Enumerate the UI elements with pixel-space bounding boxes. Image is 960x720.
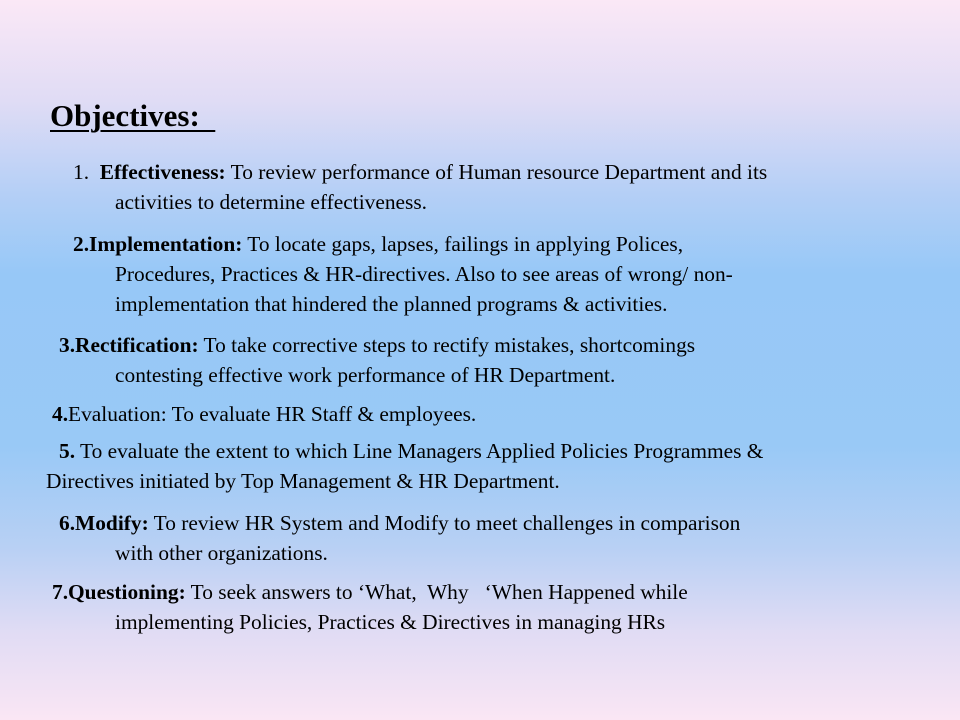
objective-text: To locate gaps, lapses, failings in applying Polices, (242, 232, 684, 256)
objective-line (59, 436, 763, 466)
objective-item-2 (73, 229, 733, 319)
objective-item-1 (73, 157, 767, 217)
objective-line (52, 399, 476, 429)
objective-line (73, 157, 767, 187)
objective-item-7 (52, 577, 688, 637)
objective-number: 1. (73, 160, 100, 184)
objective-continuation: Procedures, Practices & HR-directives. Also to see areas of wrong/ non- (115, 262, 733, 286)
objective-line (59, 508, 740, 538)
objective-label: Effectiveness: (99, 160, 226, 184)
objective-label: Implementation: (89, 232, 243, 256)
objective-number: 6. (59, 511, 76, 535)
objective-text: To review performance of Human resource Department and its (225, 160, 768, 184)
objective-text: To take corrective steps to rectify mistakes, shortcomings (198, 333, 696, 357)
objective-continuation: Directives initiated by Top Management & HR Department. (46, 469, 560, 493)
objective-text: To evaluate the extent to which Line Managers Applied Policies Programmes & (75, 439, 764, 463)
objective-number: 4. (52, 402, 69, 426)
objective-continuation: activities to determine effectiveness. (115, 190, 428, 214)
objective-continuation: contesting effective work performance of HR Department. (115, 363, 616, 387)
objective-continuation: implementation that hindered the planned programs & activities. (115, 292, 668, 316)
objective-label: Rectification: (75, 333, 199, 357)
objective-continuation: with other organizations. (115, 541, 328, 565)
objective-line (59, 330, 695, 360)
objective-line (73, 229, 733, 259)
slide-title: Objectives: (50, 98, 216, 133)
objective-item-3 (59, 330, 695, 390)
objective-label: Questioning: (68, 580, 186, 604)
objective-text: To seek answers to ‘What, Why ‘When Happened while (185, 580, 688, 604)
objective-number: 5. (59, 439, 76, 463)
objective-text: To review HR System and Modify to meet challenges in comparison (148, 511, 741, 535)
objective-number: 2. (73, 232, 90, 256)
objective-item-5 (46, 436, 763, 496)
objective-continuation: implementing Policies, Practices & Directives in managing HRs (115, 610, 666, 634)
objective-item-6 (59, 508, 740, 568)
objective-label: Modify: (75, 511, 149, 535)
objective-number: 3. (59, 333, 76, 357)
objective-item-4 (52, 399, 476, 429)
objective-text: Evaluation: To evaluate HR Staff & employees. (68, 402, 477, 426)
objective-number: 7. (52, 580, 69, 604)
objective-line (52, 577, 688, 607)
